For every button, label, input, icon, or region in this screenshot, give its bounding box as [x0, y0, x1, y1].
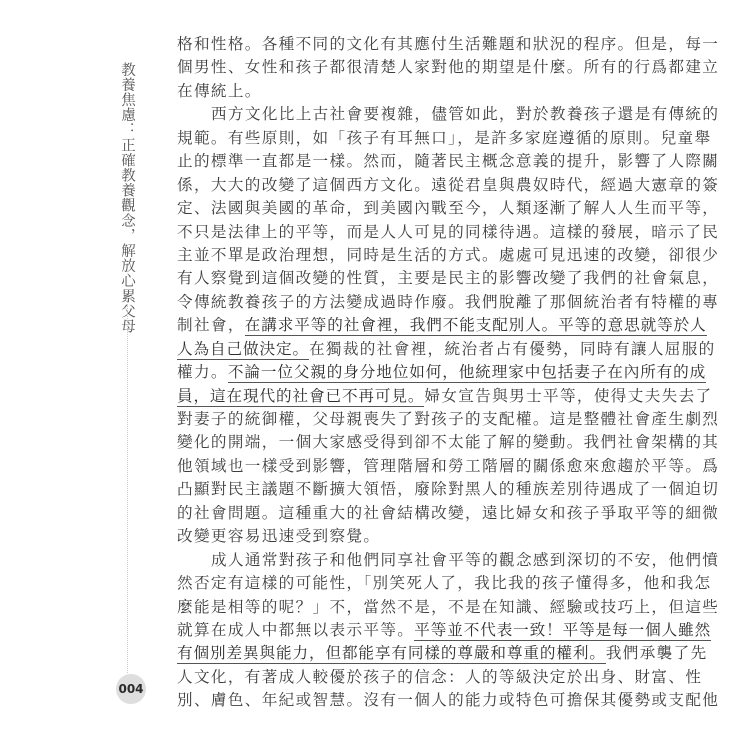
text-line [177, 666, 703, 689]
text-segment: 主並不單是政治理想，同時是生活的方式。處處可見迅速的改變，卻很少 [177, 245, 720, 264]
text-segment: 定、法國與美國的革命，到美國內戰至今，人類逐漸了解人人生而平等， [177, 199, 720, 218]
text-line [177, 478, 720, 501]
text-line [177, 103, 720, 126]
text-segment: 止的標準一直都是一樣。然而，隨著民主概念意義的提升，影響了人際關 [177, 152, 720, 171]
text-line [177, 361, 707, 384]
text-segment: 麼能是相等的呢？」不，當然不是，不是在知識、經驗或技巧上，但這些 [177, 597, 720, 616]
text-line [177, 244, 720, 267]
text-line [177, 267, 720, 290]
text-line [177, 455, 720, 478]
text-line [177, 572, 712, 595]
text-line [177, 56, 720, 79]
text-segment: 在獨裁的社會裡，統治者占有優勢，同時有讓人屈服的 [308, 339, 716, 358]
text-line [177, 80, 572, 103]
text-segment: 不只是法律上的平等，而是人人可見的同樣待遇。這樣的發展，暗示了民 [177, 222, 720, 241]
text-segment: 在傳統上。 [177, 81, 262, 100]
text-segment: 我們承襲了先 [605, 644, 708, 663]
text-segment: 個男性、女性和孩子都很清楚人家對他的期望是什麼。所有的行爲都建立 [177, 58, 720, 77]
text-line [177, 642, 708, 665]
text-segment: 凸顯對民主議題不斷擴大領悟，廢除對黑人的種族差別待遇成了一個迫切 [177, 480, 720, 499]
text-segment: 然否定有這樣的可能性，「別笑死人了，我比我的孩子懂得多，他和我怎 [177, 574, 712, 593]
text-line [177, 174, 720, 197]
underlined-emphasis: 員，這在現代的社會已不再可見。 [177, 386, 425, 405]
running-title: 教養焦慮：正確教養觀念，解放心累父母 [119, 62, 135, 334]
text-line [177, 221, 720, 244]
text-line [177, 431, 720, 454]
text-segment: 他領域也一樣受到影響，管理階層和勞工階層的關係愈來愈趨於平等。爲 [177, 456, 720, 475]
text-segment: 格和性格。各種不同的文化有其應付生活難題和狀況的程序。但是，每一 [177, 35, 720, 53]
text-segment: 變化的開端，一個大家感受得到卻不太能了解的變動。我們社會架構的其 [177, 433, 720, 452]
text-segment: 就算在成人中都無以表示平等。 [177, 620, 415, 639]
text-line [177, 127, 712, 150]
text-line [177, 408, 720, 431]
text-line [177, 291, 720, 314]
text-line [177, 150, 720, 173]
underlined-emphasis: 平等並不代表一致！平等是每一個人雖然 [414, 620, 712, 639]
text-segment: 規範。有些原則，如「孩子有耳無口」，是許多家庭遵循的原則。兒童舉 [177, 128, 712, 147]
text-line [177, 502, 720, 525]
text-line [177, 619, 712, 642]
text-segment: 別、膚色、年紀或智慧。沒有一個人的能力或特色可擔保其優勢或支配他 [177, 691, 720, 710]
text-segment: 改變更容易迅速受到察覺。 [177, 527, 381, 546]
body-text [177, 33, 720, 713]
text-segment: 成人通常對孩子和他們同享社會平等的觀念感到深切的不安，他們憤 [211, 550, 720, 569]
text-segment: 令傳統教養孩子的方法變成過時作廢。我們脫離了那個統治者有特權的專 [177, 292, 720, 311]
text-line [177, 197, 720, 220]
text-segment: 婦女宣告與男士平等，使得丈夫失去了 [424, 386, 713, 405]
text-segment: 係，大大的改變了這個西方文化。遠從君皇與農奴時代，經過大憲章的簽 [177, 175, 720, 194]
text-line [177, 689, 720, 712]
text-line [177, 314, 707, 337]
text-segment: 制社會， [177, 316, 245, 335]
page-number: 004 [116, 674, 146, 704]
underlined-emphasis: 有個別差異與能力，但都能享有同樣的尊嚴和尊重的權利。 [177, 644, 606, 663]
text-line [177, 596, 720, 619]
text-line [177, 33, 720, 56]
text-segment: 人文化，有著成人較優於孩子的信念：人的等級決定於出身、財富、性 [177, 667, 703, 686]
text-segment: 對妻子的統御權，父母親喪失了對孩子的支配權。這是整體社會產生劇烈 [177, 410, 720, 428]
text-line [177, 385, 713, 408]
underlined-emphasis: 人為自己做決定。 [177, 339, 309, 358]
underlined-emphasis: 不論一位父親的身分地位如何，他統理家中包括妻子在內所有的成 [227, 363, 707, 382]
text-segment: 權力。 [177, 363, 228, 382]
text-line [177, 525, 572, 548]
text-line [177, 549, 720, 572]
underlined-emphasis: 在講求平等的社會裡，我們不能支配別人。平等的意思就等於人 [244, 316, 707, 335]
text-segment: 的社會問題。這種重大的社會結構改變，遠比婦女和孩子爭取平等的細微 [177, 503, 720, 522]
text-segment: 西方文化比上古社會要複雜，儘管如此，對於教養孩子還是有傳統的 [211, 105, 720, 124]
dotted-divider [127, 298, 128, 673]
text-line [177, 338, 716, 361]
text-segment: 有人察覺到這個改變的性質，主要是民主的影響改變了我們的社會氣息， [177, 269, 720, 288]
